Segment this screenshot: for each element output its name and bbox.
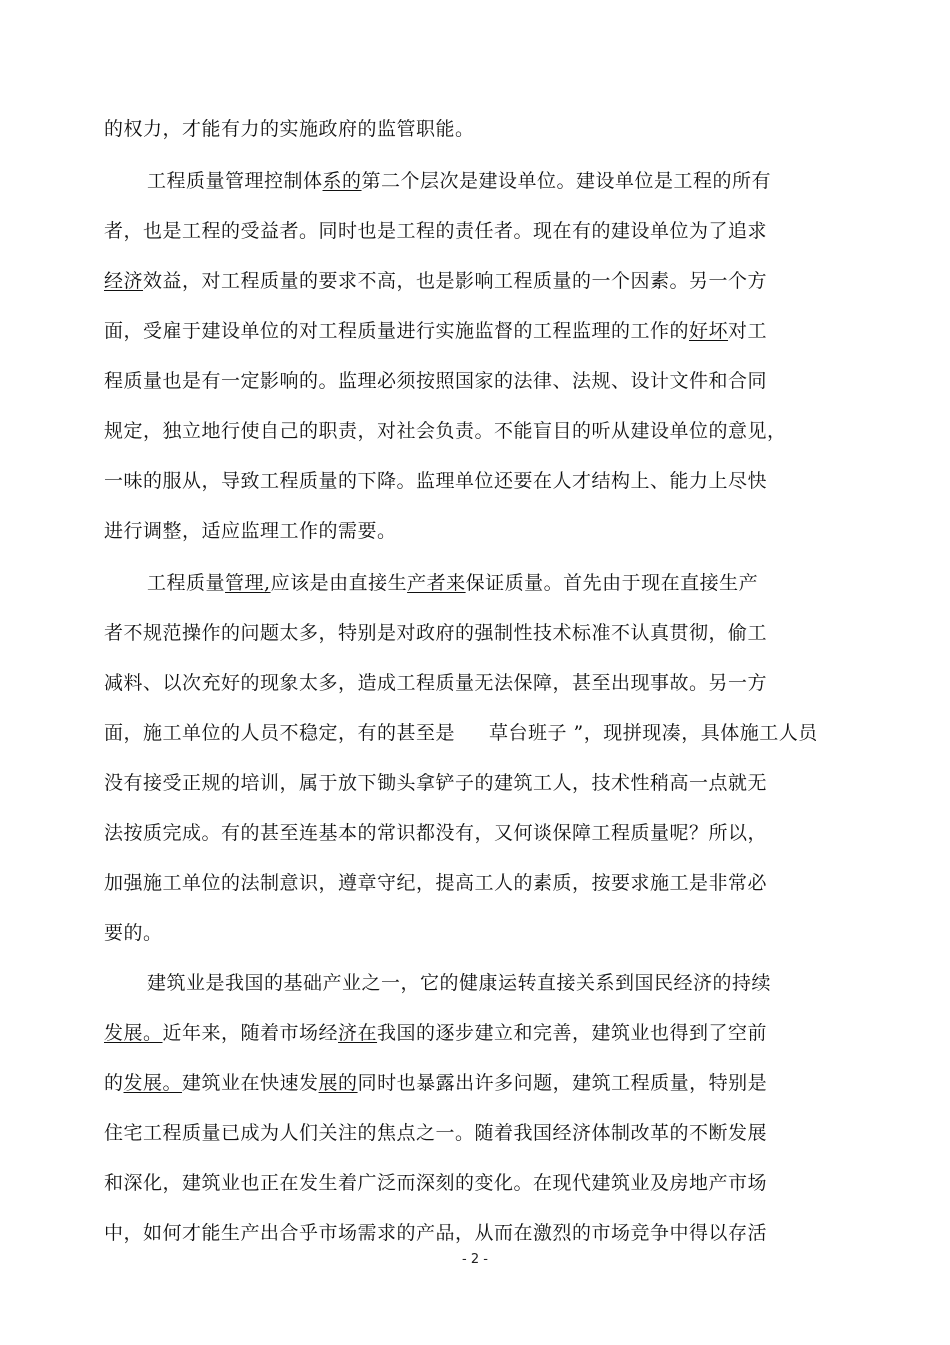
text-run: 面，施工单位的人员不稳定，有的甚至是 (104, 722, 456, 744)
text-run: 建筑业在快速发 (182, 1072, 319, 1094)
text-line (147, 970, 771, 996)
text-line (104, 418, 787, 444)
text-line (104, 116, 475, 142)
text-run: 的 (104, 1072, 124, 1094)
underlined-text-run: 展的 (318, 1072, 358, 1094)
text-run: 一味的服从，导致工程质量的下降。监理单位还要在人才结构上、能力上尽快 (104, 470, 768, 492)
text-run: 近年来，随着市场经 (162, 1022, 339, 1044)
text-line (104, 1170, 767, 1196)
text-line (104, 268, 767, 294)
text-line (104, 620, 767, 646)
text-run: 对工 (728, 320, 768, 342)
text-run: 保证质量。首先由于现在直接生产 (465, 572, 759, 594)
text-run: 我国的逐步建立和完善，建筑业也得到了空前 (377, 1022, 768, 1044)
text-run: 法按质完成。有的甚至连基本的常识都没有，又何谈保障工程质量呢？所以， (104, 822, 768, 844)
page-number: - 2 - (462, 1252, 488, 1267)
text-line (104, 720, 818, 746)
text-line (104, 820, 767, 846)
text-run: 者不规范操作的问题太多，特别是对政府的强制性技术标准不认真贯彻，偷工 (104, 622, 768, 644)
underlined-text-run: 发展。 (104, 1022, 163, 1044)
text-line (104, 920, 163, 946)
text-run: 程质量也是有一定影响的。监理必须按照国家的法律、法规、设计文件和合同 (104, 370, 768, 392)
text-line (104, 518, 397, 544)
text-run: 面，受雇于建设单位的对工程质量进行实施监督的工程监理的工作的 (104, 320, 690, 342)
text-run: 第二个层次是建设单位。建设单位是工程的所有 (361, 170, 772, 192)
text-run: 者，也是工程的受益者。同时也是工程的责任者。现在有的建设单位为了追求 (104, 220, 768, 242)
text-run: 规定，独立地行使自己的职责，对社会负责。不能盲目的听从建设单位的意见， (104, 420, 787, 442)
underlined-text-run: 经济 (104, 270, 144, 292)
text-run: 中，如何才能生产出合乎市场需求的产品，从而在激烈的市场竞争中得以存活 (104, 1222, 768, 1244)
text-run: 住宅工程质量已成为人们关注的焦点之一。随着我国经济体制改革的不断发展 (104, 1122, 768, 1144)
text-run: 的权力，才能有力的实施政府的监管职能。 (104, 118, 475, 140)
text-run: 同时也暴露出许多问题，建筑工程质量，特别是 (357, 1072, 768, 1094)
text-line (104, 670, 767, 696)
text-line (104, 318, 767, 344)
text-line (104, 1220, 767, 1246)
text-run: 应该是由直接生 (270, 572, 408, 594)
text-run: 进行调整，适应监理工作的需要。 (104, 520, 397, 542)
text-line (147, 570, 758, 596)
text-line (104, 1070, 767, 1096)
underlined-text-run: 发展。 (123, 1072, 183, 1094)
underlined-text-run: 济在 (338, 1022, 378, 1044)
text-run: 工程质量 (147, 572, 226, 594)
text-run: 减料、以次充好的现象太多，造成工程质量无法保障，甚至出现事故。另一方 (104, 672, 768, 694)
text-run: 没有接受正规的培训，属于放下锄头拿铲子的建筑工人，技术性稍高一点就无 (104, 772, 768, 794)
underlined-text-run: 产者来 (407, 572, 466, 594)
text-run: 要的。 (104, 922, 163, 944)
text-line (147, 168, 771, 194)
text-run: 和深化，建筑业也正在发生着广泛而深刻的变化。在现代建筑业及房地产市场 (104, 1172, 768, 1194)
text-line (104, 218, 767, 244)
text-run: 草台班子 ”，现拼现凑，具体施工人员 (489, 722, 818, 744)
underlined-text-run: 系的 (322, 170, 362, 192)
text-run: 工程质量管理控制体 (147, 170, 323, 192)
text-line (104, 468, 767, 494)
text-line (104, 1020, 767, 1046)
text-line (104, 870, 767, 896)
text-run: 加强施工单位的法制意识，遵章守纪，提高工人的素质，按要求施工是非常必 (104, 872, 768, 894)
text-run: 建筑业是我国的基础产业之一，它的健康运转直接关系到国民经济的持续 (147, 972, 772, 994)
underlined-text-run: 管理, (225, 572, 271, 594)
text-run: 效益，对工程质量的要求不高，也是影响工程质量的一个因素。另一个方 (143, 270, 768, 292)
text-line (104, 368, 767, 394)
text-line (104, 1120, 767, 1146)
underlined-text-run: 好坏 (689, 320, 729, 342)
text-line (104, 770, 767, 796)
